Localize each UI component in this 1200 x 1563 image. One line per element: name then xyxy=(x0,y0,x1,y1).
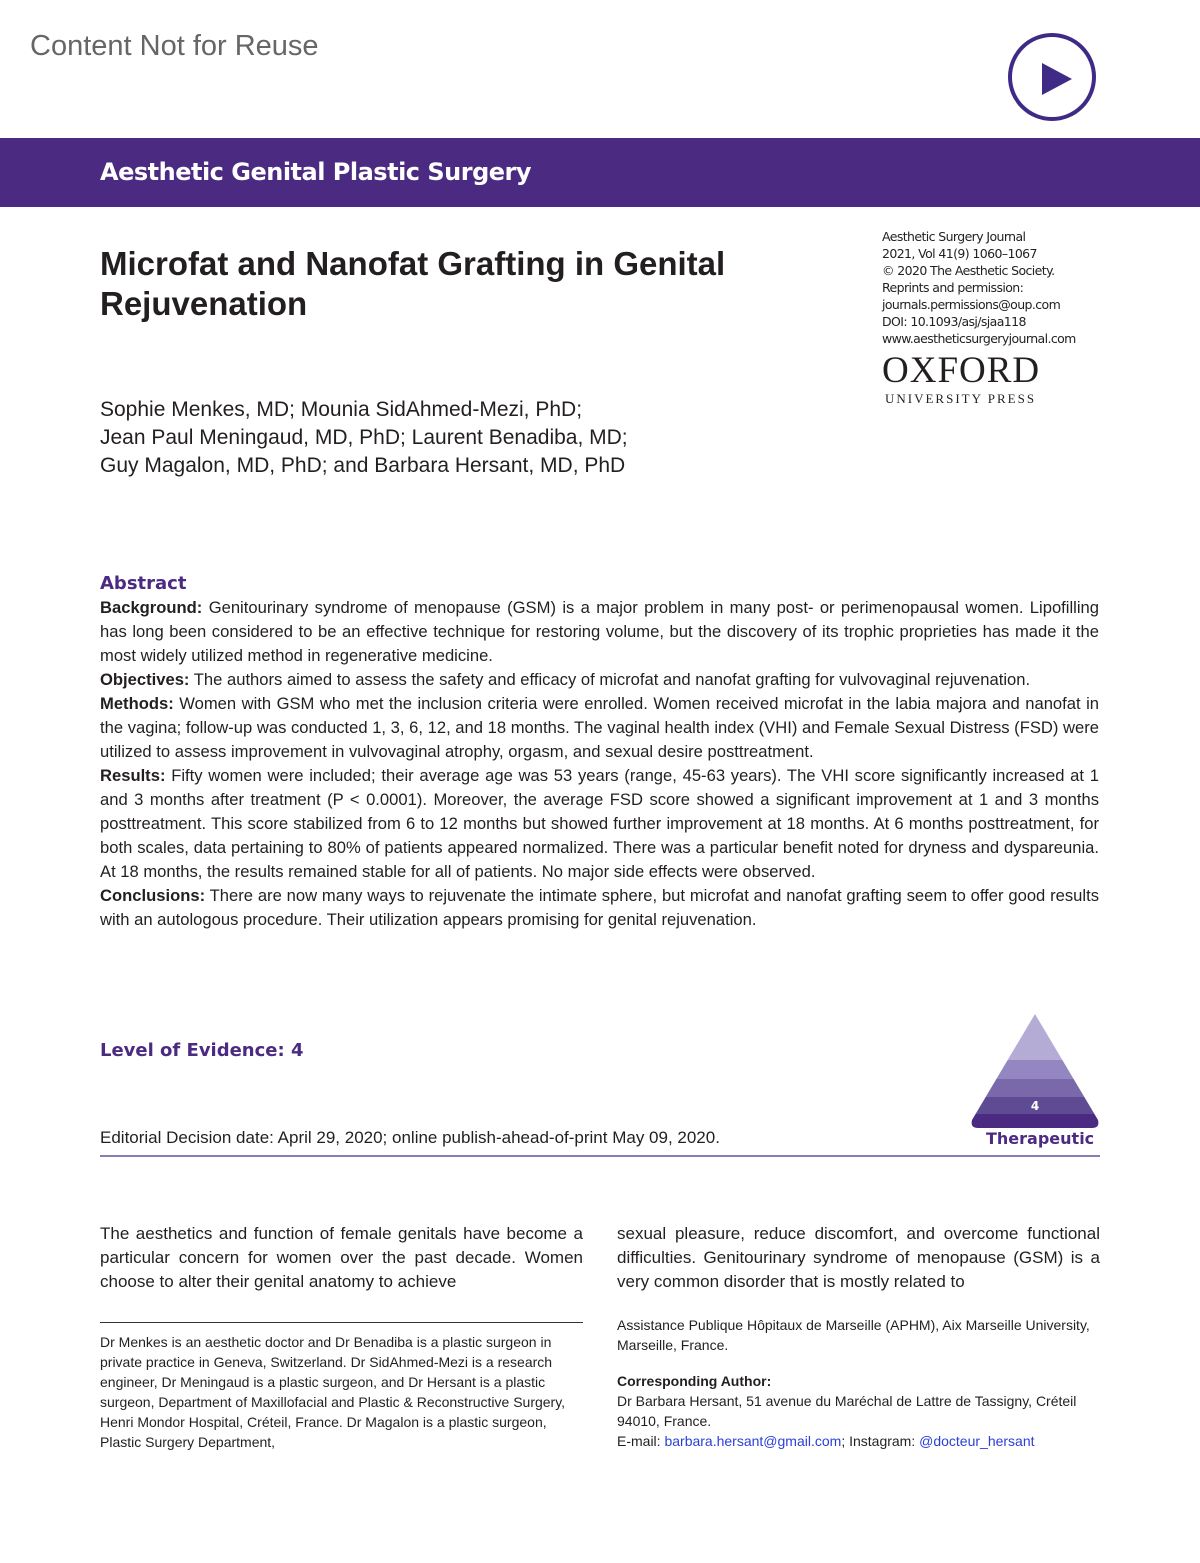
play-icon xyxy=(1040,61,1074,97)
play-button[interactable] xyxy=(1008,33,1096,121)
section-title: Aesthetic Genital Plastic Surgery xyxy=(100,158,532,186)
author-line: Jean Paul Meningaud, MD, PhD; Laurent Benadiba, MD; xyxy=(100,426,628,449)
doi[interactable]: DOI: 10.1093/asj/sjaa118 xyxy=(882,314,1026,329)
section-label: Objectives: xyxy=(100,670,190,689)
publisher-logo-sub: UNIVERSITY PRESS xyxy=(885,391,1037,406)
section-label: Background: xyxy=(100,598,203,617)
footnote-divider xyxy=(100,1322,583,1323)
reprints-label: Reprints and permission: xyxy=(882,280,1024,295)
abstract-methods xyxy=(100,692,1099,764)
section-banner xyxy=(0,138,1200,207)
level-of-evidence: Level of Evidence: 4 xyxy=(100,1040,304,1061)
permissions-email[interactable]: journals.permissions@oup.com xyxy=(882,297,1061,312)
evidence-category: Therapeutic xyxy=(986,1129,1095,1148)
section-label: Conclusions: xyxy=(100,886,206,905)
correspondence xyxy=(617,1315,1100,1451)
section-text: The authors aimed to assess the safety and efficacy of microfat and nanofat grafting for vulvovaginal rejuvenation. xyxy=(189,670,1031,689)
author-list xyxy=(100,396,628,480)
journal-volume: 2021, Vol 41(9) 1060–1067 xyxy=(882,246,1037,261)
abstract-results xyxy=(100,764,1099,884)
body-text-left: The aesthetics and function of female genitals have become a particular concern for women over the past decade. Women choose to alter their genital anatomy to achieve xyxy=(100,1224,583,1291)
abstract xyxy=(100,572,1099,932)
content-notice: Content Not for Reuse xyxy=(30,30,319,62)
section-text: Women with GSM who met the inclusion criteria were enrolled. Women received microfat in the labia majora and nanofat in the vagina; follow-up was conducted 1, 3, 6, 12, and 18 months. The vaginal health index (VHI) and Female Sexual Distress (FSD) were utilized to assess improvement in vulvovaginal atrophy, orgasm, and sexual desire posttreatment. xyxy=(100,694,1099,761)
section-text: Fifty women were included; their average age was 53 years (range, 45-63 years). The VHI score significantly increased at 1 and 3 months after treatment (P < 0.0001). Moreover, the average FSD score showed a significant improvement at 1 and 3 months posttreatment. This score stabilized from 6 to 12 months but showed further improvement at 18 months. At 6 months posttreatment, for both scales, data pertaining to 80% of patients appeared normalized. There was a particular benefit noted for dryness and dyspareunia. At 18 months, the results remained stable for all of patients. No major side effects were observed. xyxy=(100,766,1099,881)
corresponding-author-label: Corresponding Author: xyxy=(617,1373,772,1389)
body-text-right: sexual pleasure, reduce discomfort, and overcome functional difficulties. Genitourinary syndrome of menopause (GSM) is a very common disorder that is mostly related to xyxy=(617,1224,1100,1291)
copyright: © 2020 The Aesthetic Society. xyxy=(882,263,1055,278)
section-text: Genitourinary syndrome of menopause (GSM) is a major problem in many post- or perimenopausal women. Lipofilling has long been considered to be an effective technique for restoring volume, but the discovery of its trophic proprieties has made it the most widely utilized method in regenerative medicine. xyxy=(100,598,1099,665)
journal-info xyxy=(882,228,1076,347)
email-label: E-mail: xyxy=(617,1433,665,1449)
publisher-logo: OXFORD xyxy=(882,350,1041,391)
affiliation: Assistance Publique Hôpitaux de Marseille (APHM), Aix Marseille University, Marseille, France. xyxy=(617,1317,1090,1353)
divider xyxy=(100,1155,1100,1157)
author-line: Guy Magalon, MD, PhD; and Barbara Hersant, MD, PhD xyxy=(100,454,626,477)
editorial-dates: Editorial Decision date: April 29, 2020; online publish-ahead-of-print May 09, 2020. xyxy=(100,1128,720,1147)
section-text: There are now many ways to rejuvenate the intimate sphere, but microfat and nanofat grafting seem to offer good results with an autologous procedure. Their utilization appears promising for genital rejuvenation. xyxy=(100,886,1099,929)
abstract-heading: Abstract xyxy=(100,573,187,594)
author-affiliations: Dr Menkes is an aesthetic doctor and Dr Benadiba is a plastic surgeon in private practice in Geneva, Switzerland. Dr SidAhmed-Mezi is a research engineer, Dr Meningaud is a plastic surgeon, and Dr Hersant is a plastic surgeon, Department of Maxillofacial and Plastic & Reconstructive Surgery, Henri Mondor Hospital, Créteil, France. Dr Magalon is a plastic surgeon, Plastic Surgery Department, xyxy=(100,1334,566,1450)
evidence-pyramid-icon xyxy=(968,1012,1102,1130)
abstract-objectives xyxy=(100,668,1099,692)
email-link[interactable]: barbara.hersant@gmail.com xyxy=(664,1433,842,1449)
author-line: Sophie Menkes, MD; Mounia SidAhmed-Mezi, PhD; xyxy=(100,398,583,421)
journal-name: Aesthetic Surgery Journal xyxy=(882,229,1026,244)
instagram-label: ; Instagram: xyxy=(841,1433,920,1449)
abstract-conclusions xyxy=(100,884,1099,932)
journal-url[interactable]: www.aestheticsurgeryjournal.com xyxy=(882,331,1076,346)
evidence-level-number: 4 xyxy=(1030,1099,1040,1113)
corresponding-address: Dr Barbara Hersant, 51 avenue du Maréchal de Lattre de Tassigny, Créteil 94010, France. xyxy=(617,1393,1077,1429)
instagram-link[interactable]: @docteur_hersant xyxy=(919,1433,1035,1449)
article-title: Microfat and Nanofat Grafting in Genital Rejuvenation xyxy=(100,245,726,322)
section-label: Results: xyxy=(100,766,166,785)
abstract-background xyxy=(100,596,1099,668)
section-label: Methods: xyxy=(100,694,174,713)
